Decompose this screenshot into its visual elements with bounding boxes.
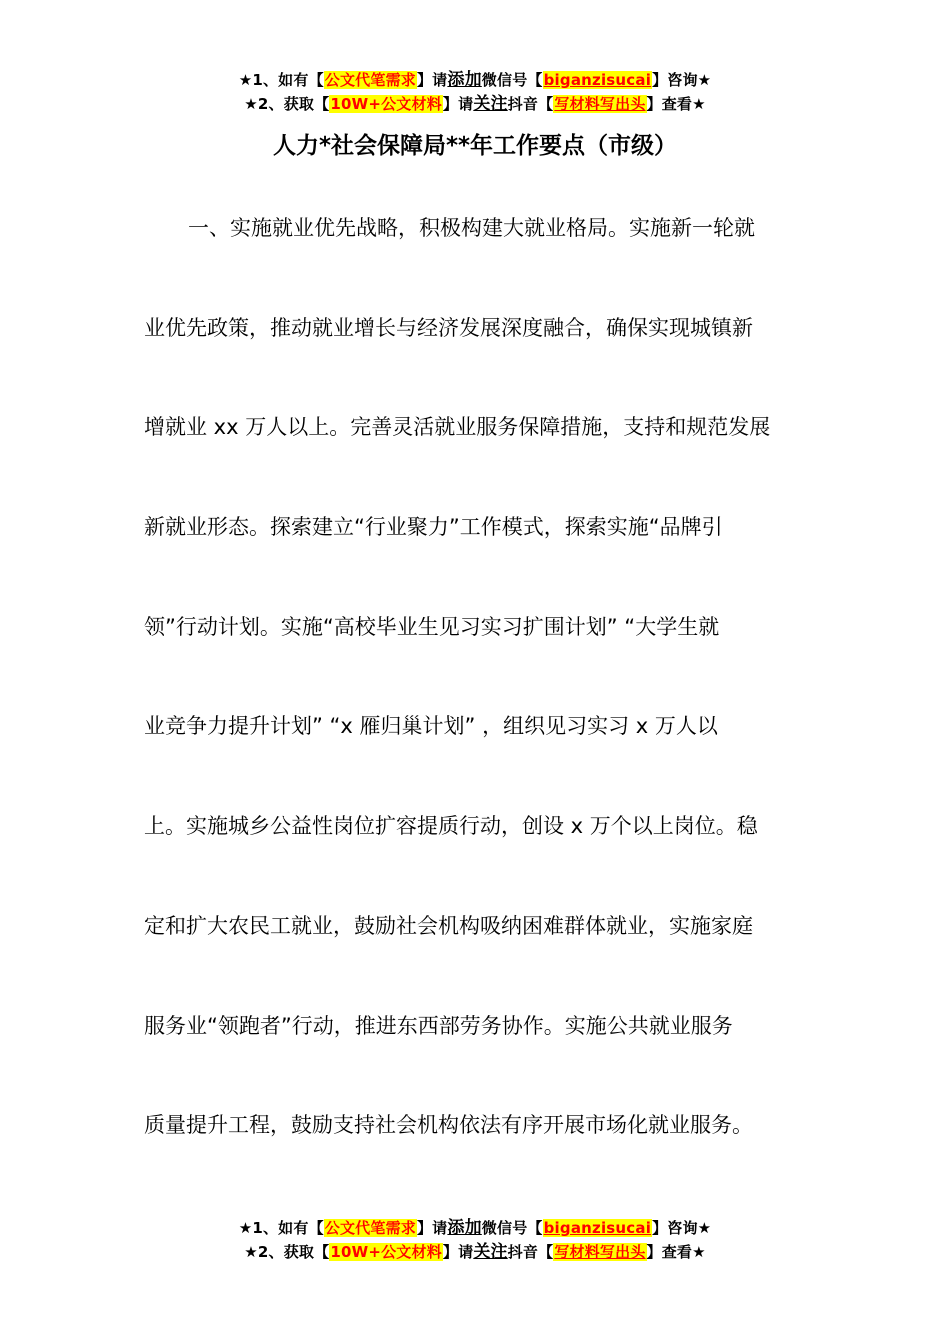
paragraph-line: 定和扩大农民工就业，鼓励社会机构吸纳困难群体就业，实施家庭 — [144, 913, 753, 938]
document-title: 人力*社会保障局**年工作要点（市级） — [272, 133, 678, 159]
banner-text: 】请 — [416, 71, 448, 89]
paragraph-line: 质量提升工程，鼓励支持社会机构依法有序开展市场化就业服务。 — [144, 1113, 753, 1138]
banner-line-2 — [0, 92, 950, 116]
banner-line-1 — [0, 68, 950, 92]
banner-douyin-account: 写材料写出头 — [554, 95, 646, 113]
banner-wechat-id: biganzisucai — [543, 71, 652, 89]
banner-highlight: 公文代笔需求 — [324, 1219, 416, 1237]
banner-emphasis: 关注 — [473, 1242, 508, 1262]
paragraph-line: 领”行动计划。实施“高校毕业生见习实习扩围计划” “大学生就 — [144, 614, 720, 639]
banner-douyin-account: 写材料写出头 — [554, 1243, 646, 1261]
paragraph-line: 业竞争力提升计划” “x 雁归巢计划” ，组织见习实习 x 万人以 — [144, 714, 718, 739]
paragraph-line: 业优先政策，推动就业增长与经济发展深度融合，确保实现城镇新 — [144, 315, 753, 340]
banner-text: 微信号【 — [481, 71, 543, 89]
banner-prefix: ★2、获取【 — [244, 95, 330, 113]
banner-highlight: 公文代笔需求 — [324, 71, 416, 89]
banner-text: 抖音【 — [507, 1243, 554, 1261]
banner-suffix: 】咨询★ — [652, 1219, 712, 1237]
paragraph-line: 一、实施就业优先战略，积极构建大就业格局。实施新一轮就 — [188, 216, 755, 240]
banner-emphasis: 添加 — [447, 1218, 482, 1238]
banner-text: 抖音【 — [507, 95, 554, 113]
banner-emphasis: 添加 — [447, 70, 482, 90]
banner-line-2 — [0, 1240, 950, 1264]
banner-highlight: 10W+公文材料 — [330, 95, 442, 113]
banner-wechat-id: biganzisucai — [543, 1219, 652, 1237]
banner-prefix: ★2、获取【 — [244, 1243, 330, 1261]
banner-highlight: 10W+公文材料 — [330, 1243, 442, 1261]
banner-prefix: ★1、如有【 — [238, 1219, 324, 1237]
paragraph-line: 新就业形态。探索建立“行业聚力”工作模式，探索实施“品牌引 — [144, 515, 723, 540]
banner-suffix: 】查看★ — [646, 95, 706, 113]
banner-text: 】请 — [442, 95, 474, 113]
header-banner — [0, 68, 950, 116]
banner-suffix: 】咨询★ — [652, 71, 712, 89]
banner-prefix: ★1、如有【 — [238, 71, 324, 89]
paragraph-line: 上。实施城乡公益性岗位扩容提质行动，创设 x 万个以上岗位。稳 — [144, 814, 758, 839]
banner-suffix: 】查看★ — [646, 1243, 706, 1261]
paragraph-line: 服务业“领跑者”行动，推进东西部劳务协作。实施公共就业服务 — [144, 1013, 733, 1038]
footer-banner — [0, 1216, 950, 1264]
banner-text: 微信号【 — [481, 1219, 543, 1237]
banner-emphasis: 关注 — [473, 94, 508, 114]
paragraph-line: 增就业 xx 万人以上。完善灵活就业服务保障措施，支持和规范发展 — [144, 415, 771, 440]
banner-text: 】请 — [442, 1243, 474, 1261]
banner-text: 】请 — [416, 1219, 448, 1237]
banner-line-1 — [0, 1216, 950, 1240]
document-paragraph — [144, 210, 824, 1207]
